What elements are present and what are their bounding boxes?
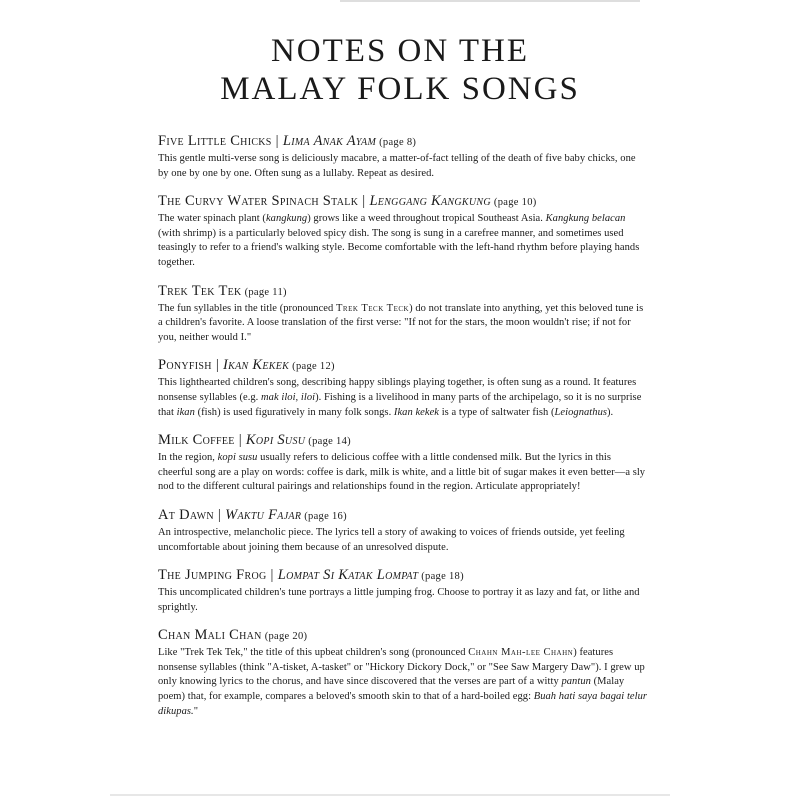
bottom-edge-rule	[110, 794, 670, 796]
page-reference: (page 12)	[292, 361, 335, 373]
body-text: The fun syllables in the title (pronounced	[158, 302, 336, 314]
song-note	[158, 431, 648, 495]
song-malay-title: Lenggang Kangkung	[369, 193, 491, 210]
page-reference: (page 8)	[379, 137, 417, 148]
title-separator: |	[215, 357, 220, 374]
song-english-title: Ponyfish	[158, 357, 212, 374]
song-english-title: Milk Coffee	[158, 432, 235, 449]
page-reference: (page 10)	[493, 197, 537, 209]
body-text: The water spinach plant (	[158, 213, 266, 225]
body-text: (Malay poem) that, for example, compares a beloved's smooth skin to that of a hard-boiled egg:	[158, 676, 625, 703]
song-malay-title: Waktu Fajar	[225, 506, 302, 523]
italic-term: Ikan kekek	[393, 406, 440, 418]
body-text: is a type of saltwater fish (	[439, 406, 555, 418]
body-text: (fish) is used figuratively in many folk songs.	[194, 406, 394, 418]
title-separator: |	[275, 133, 279, 149]
title-separator: |	[362, 193, 366, 210]
body-text: Like "Trek Tek Tek," the title of this upbeat children's song (pronounced	[158, 647, 469, 659]
song-malay-title: Lompat Si Katak Lompat	[277, 567, 419, 584]
song-malay-title: Ikan Kekek	[223, 357, 290, 374]
song-note-heading	[158, 356, 648, 376]
song-note	[158, 356, 648, 420]
song-note	[158, 626, 648, 719]
italic-term: Kangkung belacan	[545, 213, 626, 225]
song-note-description	[158, 646, 648, 719]
page-reference: (page 20)	[264, 631, 308, 643]
italic-term: Buah hati saya bagai telur dikupas.	[158, 691, 648, 717]
song-english-title: The Jumping Frog	[158, 567, 267, 584]
body-text: This gentle multi-verse song is deliciously macabre, a matter-of-fact telling of the death of five baby chicks, one by one by one by one. Often sung as a lullaby. Repeat as desired.	[158, 153, 636, 179]
body-text: ) grows like a weed throughout tropical Southeast Asia.	[307, 213, 546, 225]
song-note-heading	[158, 282, 648, 302]
song-english-title: Chan Mali Chan	[158, 627, 262, 644]
body-text: ) features nonsense syllables (think "A-tisket, A-tasket" or "Hickory Dickory Dock," or "See Saw Margery Daw"). I grew up only knowing lyrics to the chorus, and have since discovered that the verses are part of a witty	[158, 647, 645, 688]
page-title-line-1: NOTES ON THE	[270, 33, 530, 69]
song-malay-title: Lima Anak Ayam	[282, 133, 377, 149]
title-separator: |	[270, 567, 274, 584]
page-title	[0, 32, 800, 108]
song-note	[158, 192, 648, 270]
song-note-description	[158, 526, 648, 555]
body-text: This lighthearted children's song, describing happy siblings playing together, is often sung as a round. It features nonsense syllables (e.g.	[158, 377, 637, 403]
body-text: In the region,	[158, 452, 218, 464]
song-note	[158, 282, 648, 346]
pronunciation: Chahn Mah-lee Chahn	[468, 647, 574, 659]
song-note-heading	[158, 566, 648, 586]
song-note-heading	[158, 192, 648, 212]
song-english-title: Trek Tek Tek	[158, 282, 242, 299]
body-text: An introspective, melancholic piece. The lyrics tell a story of awaking to voices of friends outside, yet feeling uncomfortable about joining them because of an unresolved dispute.	[158, 526, 625, 553]
song-malay-title: Kopi Susu	[245, 432, 306, 449]
body-text: "	[193, 705, 199, 717]
song-note	[158, 132, 648, 181]
pronunciation: Trek Teck Teck	[335, 302, 410, 314]
song-english-title: At Dawn	[158, 506, 214, 523]
body-text: ). Fishing is a livelihood in many parts of the archipelago, so it is no surprise that	[158, 391, 642, 418]
song-note-description	[158, 152, 648, 181]
page-reference: (page 16)	[304, 510, 347, 522]
song-note-description	[158, 376, 648, 420]
italic-term: Leiognathus	[554, 406, 608, 418]
italic-term: ikan	[176, 406, 195, 418]
song-note-description	[158, 302, 648, 346]
page-title-line-2: MALAY FOLK SONGS	[220, 71, 580, 107]
page-reference: (page 11)	[244, 286, 287, 298]
page-reference: (page 14)	[308, 436, 351, 448]
body-text: ) do not translate into anything, yet this beloved tune is a children's favorite. A loose translation of the first verse: "If not for the stars, the moon wouldn't rise; if not for you, neither would I."	[158, 302, 644, 343]
body-text: This uncomplicated children's tune portrays a little jumping frog. Choose to portray it as lazy and fat, or lithe and sprightly.	[158, 587, 640, 613]
song-note	[158, 566, 648, 615]
title-separator: |	[217, 506, 222, 523]
title-separator: |	[238, 432, 242, 449]
song-notes-list	[158, 132, 648, 730]
song-english-title: Five Little Chicks	[158, 133, 272, 149]
body-text: usually refers to delicious coffee with a little condensed milk. But the lyrics in this cheerful song are a play on words: coffee is dark, milk is white, and a little bit of sugar makes it even better—a sly nod to the different cultural pairings and relationships found in the region. Articulate appropriately!	[158, 452, 646, 493]
song-note-heading	[158, 506, 648, 526]
italic-term: mak iloi, iloi	[261, 391, 316, 403]
italic-term: kangkung	[265, 213, 308, 225]
song-note-heading	[158, 626, 648, 646]
top-edge-rule	[340, 0, 640, 2]
italic-term: pantun	[561, 676, 591, 688]
song-english-title: The Curvy Water Spinach Stalk	[158, 193, 359, 210]
page-reference: (page 18)	[421, 571, 464, 583]
body-text: ).	[607, 406, 614, 418]
song-note-description	[158, 212, 648, 270]
song-note-heading	[158, 431, 648, 451]
body-text: (with shrimp) is a particularly beloved spicy dish. The song is sung in a carefree manner, and sometimes used teasingly to refer to a friend's walking style. Become comfortable with the left-hand rhythm before playing hands together.	[158, 227, 640, 268]
italic-term: kopi susu	[217, 452, 258, 464]
song-note-description	[158, 451, 648, 495]
song-note-heading	[158, 132, 648, 152]
song-note-description	[158, 586, 648, 615]
song-note	[158, 506, 648, 555]
